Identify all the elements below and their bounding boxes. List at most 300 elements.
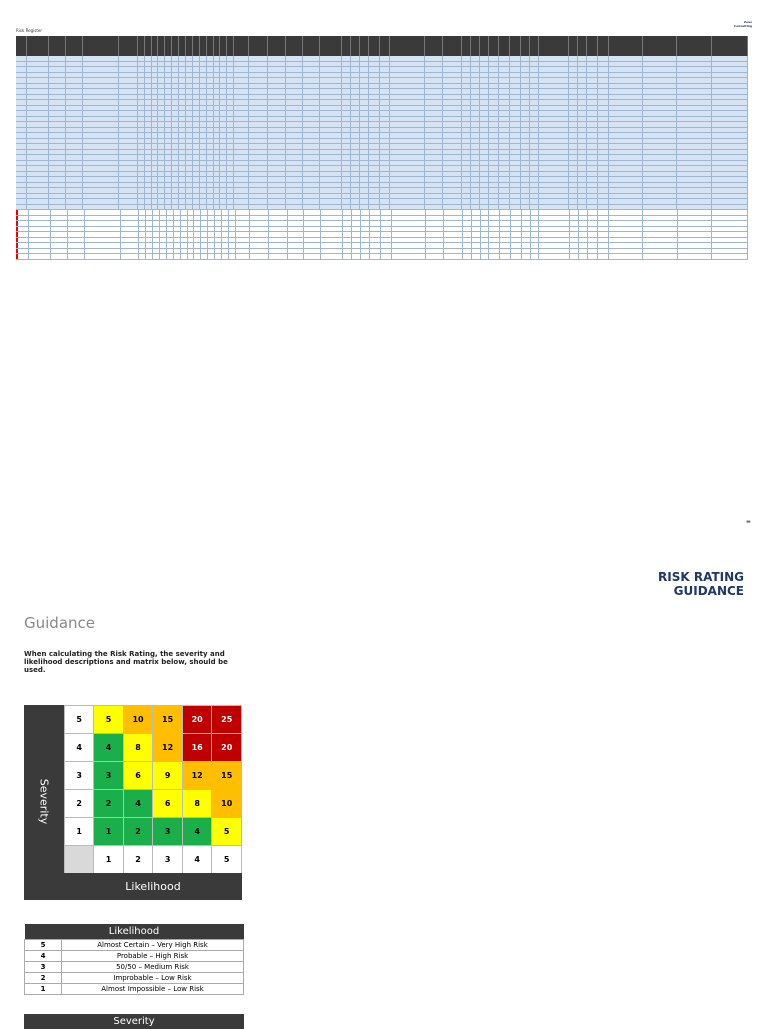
register-cell [146, 216, 153, 221]
register-cell [579, 216, 588, 221]
register-cell [146, 210, 153, 215]
register-cell [286, 139, 303, 144]
register-cell [138, 199, 145, 204]
likelihood-table-header: Likelihood [25, 924, 244, 940]
register-cell [370, 254, 381, 259]
register-cell [530, 150, 539, 155]
register-cell [489, 100, 500, 105]
register-cell [462, 128, 471, 133]
register-cell [227, 111, 234, 116]
register-cell [268, 84, 287, 89]
register-cell [160, 210, 167, 215]
register-cell [643, 232, 677, 237]
register-cell [677, 78, 711, 83]
register-cell [167, 238, 174, 243]
register-cell [480, 111, 489, 116]
register-cell [227, 89, 234, 94]
register-cell [165, 150, 172, 155]
register-cell [200, 84, 207, 89]
register-cell [530, 144, 539, 149]
register-cell [587, 166, 598, 171]
register-cell [712, 89, 748, 94]
register-cell [186, 205, 193, 210]
register-cell [712, 254, 748, 259]
register-cell [27, 205, 50, 210]
register-cell [303, 62, 320, 67]
register-cell [234, 155, 249, 160]
register-cell [200, 117, 207, 122]
register-cell [215, 216, 222, 221]
register-cell [598, 89, 609, 94]
register-cell [539, 128, 569, 133]
register-header-cell [200, 36, 207, 56]
register-cell [369, 183, 380, 188]
register-cell [207, 133, 214, 138]
register-cell [27, 111, 50, 116]
register-cell [369, 56, 380, 61]
register-cell [303, 177, 320, 182]
register-cell [85, 221, 121, 226]
register-cell [179, 106, 186, 111]
register-cell [471, 128, 480, 133]
register-cell [29, 210, 52, 215]
register-cell [227, 78, 234, 83]
register-cell [174, 243, 181, 248]
register-cell [51, 210, 68, 215]
register-cell [214, 177, 221, 182]
register-header-cell [510, 36, 521, 56]
register-cell [521, 111, 530, 116]
register-cell [303, 144, 320, 149]
register-cell [220, 139, 227, 144]
register-cell [186, 111, 193, 116]
register-header-cell [578, 36, 587, 56]
register-cell [119, 73, 138, 78]
register-cell [152, 172, 159, 177]
register-cell [369, 172, 380, 177]
register-cell [425, 150, 444, 155]
register-cell [85, 232, 121, 237]
register-cell [200, 205, 207, 210]
register-cell [138, 155, 145, 160]
register-cell [425, 122, 444, 127]
register-cell [152, 155, 159, 160]
register-cell [179, 166, 186, 171]
register-cell [214, 161, 221, 166]
register-cell [530, 166, 539, 171]
register-cell [234, 111, 249, 116]
register-cell [215, 221, 222, 226]
register-cell [165, 122, 172, 127]
register-cell [598, 106, 609, 111]
register-cell [499, 188, 510, 193]
register-cell [66, 161, 83, 166]
register-cell [186, 177, 193, 182]
register-cell [286, 78, 303, 83]
register-cell [68, 254, 85, 259]
register-cell [303, 128, 320, 133]
register-cell [609, 188, 643, 193]
register-cell [342, 122, 351, 127]
register-header-cell [360, 36, 369, 56]
register-cell [643, 183, 677, 188]
register-cell [227, 205, 234, 210]
register-cell [462, 84, 471, 89]
register-cell [489, 249, 500, 254]
register-cell [539, 139, 569, 144]
register-cell [152, 100, 159, 105]
register-cell [207, 100, 214, 105]
register-cell [83, 100, 119, 105]
register-cell [179, 67, 186, 72]
register-cell [489, 73, 500, 78]
register-cell [522, 221, 531, 226]
register-cell [179, 188, 186, 193]
register-cell [352, 243, 361, 248]
register-cell [286, 67, 303, 72]
register-cell [139, 249, 146, 254]
register-cell [500, 221, 511, 226]
register-cell [268, 205, 287, 210]
register-cell [227, 144, 234, 149]
register-cell [587, 199, 598, 204]
register-cell [480, 128, 489, 133]
register-cell [522, 227, 531, 232]
register-cell [303, 111, 320, 116]
register-cell [119, 67, 138, 72]
likelihood-table-row [25, 984, 244, 995]
register-cell [380, 194, 391, 199]
register-cell [152, 139, 159, 144]
register-cell [229, 221, 236, 226]
register-header-cell [499, 36, 510, 56]
register-cell [220, 84, 227, 89]
register-cell [712, 62, 748, 67]
register-cell [390, 205, 424, 210]
register-cell [16, 227, 29, 232]
register-cell [172, 106, 179, 111]
register-cell [360, 62, 369, 67]
register-cell [249, 172, 268, 177]
register-cell [609, 111, 643, 116]
register-cell [499, 205, 510, 210]
register-cell [425, 144, 444, 149]
register-cell [463, 216, 472, 221]
register-cell [158, 150, 165, 155]
register-cell [227, 133, 234, 138]
register-cell [643, 84, 677, 89]
register-cell [207, 89, 214, 94]
register-cell [462, 177, 471, 182]
register-cell [250, 210, 269, 215]
register-cell [214, 56, 221, 61]
register-cell [360, 150, 369, 155]
register-cell [510, 56, 521, 61]
register-cell [16, 95, 27, 100]
register-cell [158, 194, 165, 199]
register-cell [712, 144, 748, 149]
register-cell [499, 172, 510, 177]
register-cell [380, 205, 391, 210]
register-cell [179, 62, 186, 67]
register-cell [83, 172, 119, 177]
register-cell [443, 194, 462, 199]
register-cell [462, 89, 471, 94]
risk-score-cell: 10 [212, 790, 242, 818]
register-cell [539, 232, 569, 237]
register-cell [609, 133, 643, 138]
register-cell [119, 56, 138, 61]
register-cell [165, 117, 172, 122]
register-cell [83, 166, 119, 171]
register-cell [443, 150, 462, 155]
register-cell [570, 238, 579, 243]
register-cell [499, 177, 510, 182]
register-cell [352, 249, 361, 254]
register-cell [152, 150, 159, 155]
register-cell [510, 106, 521, 111]
register-cell [66, 78, 83, 83]
register-cell [269, 249, 288, 254]
register-cell [220, 78, 227, 83]
register-cell [320, 172, 343, 177]
register-cell [320, 155, 343, 160]
register-cell [643, 78, 677, 83]
register-cell [303, 150, 320, 155]
register-cell [158, 172, 165, 177]
register-cell [643, 238, 677, 243]
register-cell [712, 249, 748, 254]
register-header-cell [66, 36, 83, 56]
register-cell [489, 188, 500, 193]
register-cell [68, 216, 85, 221]
register-cell [152, 111, 159, 116]
register-cell [250, 216, 269, 221]
register-cell [712, 177, 748, 182]
register-cell [342, 106, 351, 111]
register-cell [194, 249, 201, 254]
register-cell [677, 183, 711, 188]
register-cell [521, 62, 530, 67]
register-cell [539, 95, 569, 100]
register-cell [16, 144, 27, 149]
register-cell [677, 128, 711, 133]
register-cell [530, 172, 539, 177]
register-cell [16, 84, 27, 89]
risk-score-cell: 5 [94, 706, 123, 734]
register-cell [179, 183, 186, 188]
register-cell [167, 221, 174, 226]
register-cell [214, 139, 221, 144]
register-cell [249, 183, 268, 188]
register-cell [352, 238, 361, 243]
register-cell [609, 210, 643, 215]
register-cell [321, 238, 344, 243]
register-cell [579, 254, 588, 259]
register-cell [268, 122, 287, 127]
register-cell [160, 232, 167, 237]
register-cell [392, 243, 426, 248]
register-cell [390, 84, 424, 89]
register-cell [222, 227, 229, 232]
register-cell [234, 205, 249, 210]
register-cell [463, 249, 472, 254]
register-header-cell [207, 36, 214, 56]
register-cell [249, 128, 268, 133]
register-cell [369, 188, 380, 193]
register-cell [186, 128, 193, 133]
register-cell [66, 177, 83, 182]
register-cell [51, 249, 68, 254]
register-cell [598, 172, 609, 177]
register-cell [443, 89, 462, 94]
severity-axis-label: Severity [37, 778, 51, 825]
register-cell [480, 56, 489, 61]
register-cell [186, 117, 193, 122]
register-cell [146, 221, 153, 226]
register-cell [480, 172, 489, 177]
register-cell [215, 249, 222, 254]
register-cell [643, 67, 677, 72]
register-cell [677, 161, 711, 166]
register-cell [83, 117, 119, 122]
register-cell [678, 249, 712, 254]
register-cell [200, 166, 207, 171]
register-cell [521, 199, 530, 204]
register-cell [186, 95, 193, 100]
register-cell [304, 249, 321, 254]
register-cell [380, 89, 391, 94]
register-cell [158, 73, 165, 78]
register-cell [539, 161, 569, 166]
register-cell [207, 172, 214, 177]
register-cell [66, 144, 83, 149]
register-cell [369, 122, 380, 127]
register-cell [186, 155, 193, 160]
register-cell [158, 89, 165, 94]
risk-score-cell: 15 [153, 706, 183, 734]
register-cell [214, 62, 221, 67]
register-cell [643, 111, 677, 116]
register-cell [609, 78, 643, 83]
register-cell [146, 232, 153, 237]
register-cell [119, 133, 138, 138]
register-cell [193, 194, 200, 199]
register-cell [522, 232, 531, 237]
register-cell [200, 73, 207, 78]
register-cell [200, 95, 207, 100]
register-cell [511, 221, 522, 226]
register-cell [380, 100, 391, 105]
register-cell [489, 62, 500, 67]
likelihood-table-row [25, 940, 244, 951]
register-cell [286, 111, 303, 116]
register-cell [500, 249, 511, 254]
register-cell [360, 199, 369, 204]
register-cell [207, 111, 214, 116]
register-cell [250, 232, 269, 237]
register-cell [500, 254, 511, 259]
register-cell [443, 67, 462, 72]
register-header-cell [539, 36, 569, 56]
register-cell [16, 205, 27, 210]
register-cell [119, 155, 138, 160]
severity-value: 4 [65, 734, 94, 762]
register-cell [249, 106, 268, 111]
register-cell [172, 161, 179, 166]
register-cell [249, 89, 268, 94]
register-cell [369, 166, 380, 171]
register-cell [462, 133, 471, 138]
register-cell [351, 205, 360, 210]
register-cell [49, 100, 66, 105]
register-cell [463, 227, 472, 232]
register-cell [712, 128, 748, 133]
register-cell [16, 194, 27, 199]
register-cell [489, 67, 500, 72]
register-cell [426, 254, 445, 259]
register-cell [360, 194, 369, 199]
register-cell [425, 194, 444, 199]
register-cell [29, 238, 52, 243]
register-cell [172, 144, 179, 149]
register-cell [229, 227, 236, 232]
register-cell [145, 62, 152, 67]
register-cell [119, 199, 138, 204]
register-cell [712, 106, 748, 111]
register-cell [172, 183, 179, 188]
register-cell [167, 227, 174, 232]
register-cell [193, 199, 200, 204]
register-cell [201, 227, 208, 232]
register-cell [480, 205, 489, 210]
register-cell [425, 183, 444, 188]
register-cell [121, 232, 140, 237]
register-cell [220, 199, 227, 204]
register-cell [249, 161, 268, 166]
register-cell [181, 221, 188, 226]
register-cell [531, 238, 540, 243]
register-cell [152, 67, 159, 72]
register-cell [138, 67, 145, 72]
register-cell [27, 188, 50, 193]
register-cell [207, 62, 214, 67]
register-cell [678, 216, 712, 221]
register-cell [152, 106, 159, 111]
register-cell [200, 144, 207, 149]
register-cell [643, 210, 677, 215]
register-cell [119, 117, 138, 122]
register-cell [489, 166, 500, 171]
register-cell [153, 238, 160, 243]
register-cell [578, 111, 587, 116]
register-cell [500, 232, 511, 237]
register-cell [16, 177, 27, 182]
register-cell [643, 227, 677, 232]
register-cell [530, 117, 539, 122]
register-cell [481, 216, 490, 221]
register-cell [510, 155, 521, 160]
register-cell [303, 67, 320, 72]
register-cell [220, 150, 227, 155]
register-cell [343, 254, 352, 259]
register-cell [569, 67, 578, 72]
register-cell [200, 62, 207, 67]
register-cell [522, 243, 531, 248]
register-cell [214, 78, 221, 83]
register-cell [208, 249, 215, 254]
register-cell [249, 78, 268, 83]
